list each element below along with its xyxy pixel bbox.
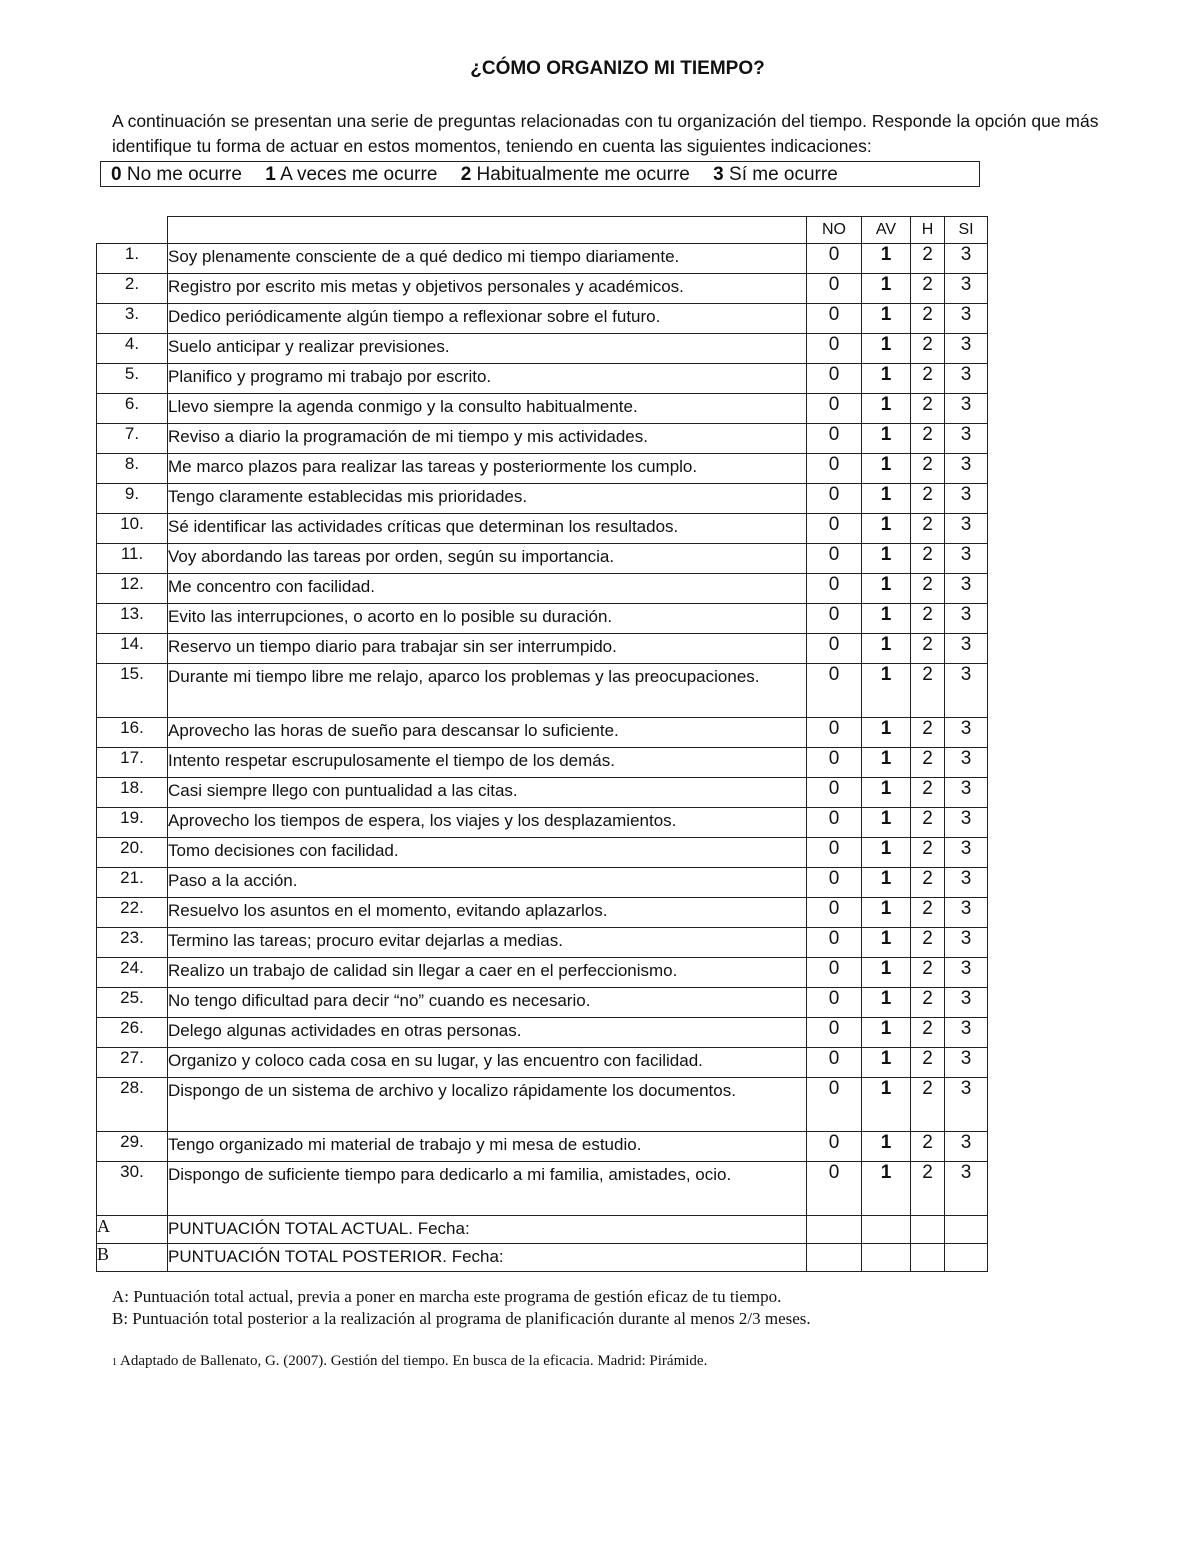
answer-option-no[interactable]: 0 — [807, 574, 862, 604]
answer-option-no[interactable]: 0 — [807, 1078, 862, 1132]
question-number: 2. — [97, 274, 168, 304]
answer-option-av[interactable]: 1 — [862, 574, 911, 604]
question-text: Casi siempre llego con puntualidad a las citas. — [168, 778, 807, 808]
answer-option-no[interactable]: 0 — [807, 334, 862, 364]
answer-option-av[interactable]: 1 — [862, 988, 911, 1018]
answer-option-h[interactable]: 2 — [911, 544, 945, 574]
answer-option-h[interactable]: 2 — [911, 664, 945, 718]
answer-option-si[interactable]: 3 — [945, 868, 988, 898]
answer-option-si[interactable]: 3 — [945, 808, 988, 838]
question-text: Durante mi tiempo libre me relajo, aparco los problemas y las preocupaciones. — [168, 664, 807, 718]
answer-option-h[interactable]: 2 — [911, 928, 945, 958]
answer-option-si[interactable]: 3 — [945, 1162, 988, 1216]
question-number: 14. — [97, 634, 168, 664]
answer-option-av[interactable]: 1 — [862, 928, 911, 958]
question-number: 21. — [97, 868, 168, 898]
answer-option-no[interactable]: 0 — [807, 928, 862, 958]
question-number: 23. — [97, 928, 168, 958]
question-row — [97, 988, 988, 1018]
questionnaire-table — [96, 216, 988, 1272]
question-row — [97, 928, 988, 958]
answer-option-h[interactable]: 2 — [911, 424, 945, 454]
question-text: Reservo un tiempo diario para trabajar sin ser interrumpido. — [168, 634, 807, 664]
question-number: 10. — [97, 514, 168, 544]
question-number: 28. — [97, 1078, 168, 1132]
question-row — [97, 604, 988, 634]
question-text: Tomo decisiones con facilidad. — [168, 838, 807, 868]
answer-option-no[interactable]: 0 — [807, 988, 862, 1018]
answer-option-h[interactable]: 2 — [911, 808, 945, 838]
answer-option-no[interactable]: 0 — [807, 274, 862, 304]
question-row — [97, 748, 988, 778]
scale-legend — [100, 161, 980, 187]
question-row — [97, 544, 988, 574]
question-text: Planifico y programo mi trabajo por escrito. — [168, 364, 807, 394]
question-row — [97, 664, 988, 718]
total-cell-av[interactable] — [862, 1216, 911, 1244]
answer-option-av[interactable]: 1 — [862, 868, 911, 898]
answer-option-h[interactable]: 2 — [911, 748, 945, 778]
question-text: Organizo y coloco cada cosa en su lugar, y las encuentro con facilidad. — [168, 1048, 807, 1078]
question-number: 15. — [97, 664, 168, 718]
answer-option-av[interactable]: 1 — [862, 454, 911, 484]
answer-option-h[interactable]: 2 — [911, 1162, 945, 1216]
question-text: Dispongo de suficiente tiempo para dedicarlo a mi familia, amistades, ocio. — [168, 1162, 807, 1216]
answer-option-no[interactable]: 0 — [807, 394, 862, 424]
questionnaire-body — [97, 244, 988, 1272]
question-text: Sé identificar las actividades críticas que determinan los resultados. — [168, 514, 807, 544]
answer-option-si[interactable]: 3 — [945, 634, 988, 664]
question-row — [97, 1162, 988, 1216]
answer-option-si[interactable]: 3 — [945, 748, 988, 778]
answer-option-av[interactable]: 1 — [862, 364, 911, 394]
answer-option-h[interactable]: 2 — [911, 304, 945, 334]
answer-option-no[interactable]: 0 — [807, 454, 862, 484]
answer-option-si[interactable]: 3 — [945, 1078, 988, 1132]
question-number: 13. — [97, 604, 168, 634]
answer-option-no[interactable]: 0 — [807, 664, 862, 718]
answer-option-no[interactable]: 0 — [807, 484, 862, 514]
answer-option-av[interactable]: 1 — [862, 958, 911, 988]
question-number: 18. — [97, 778, 168, 808]
legend-value-3: 3 — [713, 164, 724, 185]
answer-option-h[interactable]: 2 — [911, 274, 945, 304]
answer-option-h[interactable]: 2 — [911, 484, 945, 514]
answer-option-h[interactable]: 2 — [911, 1132, 945, 1162]
answer-option-h[interactable]: 2 — [911, 898, 945, 928]
question-number: 26. — [97, 1018, 168, 1048]
legend-label-1: A veces me ocurre — [280, 164, 438, 185]
question-number: 19. — [97, 808, 168, 838]
legend-label-0: No me ocurre — [126, 164, 242, 185]
answer-option-si[interactable]: 3 — [945, 1048, 988, 1078]
column-header-no: NO — [807, 217, 862, 244]
question-number: 16. — [97, 718, 168, 748]
answer-option-h[interactable]: 2 — [911, 514, 945, 544]
question-number: 17. — [97, 748, 168, 778]
answer-option-si[interactable]: 3 — [945, 394, 988, 424]
question-text: Evito las interrupciones, o acorto en lo posible su duración. — [168, 604, 807, 634]
answer-option-no[interactable]: 0 — [807, 1018, 862, 1048]
answer-option-av[interactable]: 1 — [862, 1132, 911, 1162]
answer-option-av[interactable]: 1 — [862, 544, 911, 574]
answer-option-si[interactable]: 3 — [945, 664, 988, 718]
total-cell-no[interactable] — [807, 1216, 862, 1244]
answer-option-no[interactable]: 0 — [807, 364, 862, 394]
answer-option-no[interactable]: 0 — [807, 748, 862, 778]
answer-option-av[interactable]: 1 — [862, 1162, 911, 1216]
answer-option-si[interactable]: 3 — [945, 244, 988, 274]
note-a: A: Puntuación total actual, previa a poner en marcha este programa de gestión eficaz de tu tiempo. — [112, 1287, 782, 1306]
question-row — [97, 1078, 988, 1132]
answer-option-no[interactable]: 0 — [807, 838, 862, 868]
answer-option-si[interactable]: 3 — [945, 718, 988, 748]
question-number: 8. — [97, 454, 168, 484]
table-header-row — [97, 217, 988, 244]
question-text: Dedico periódicamente algún tiempo a reflexionar sobre el futuro. — [168, 304, 807, 334]
answer-option-h[interactable]: 2 — [911, 718, 945, 748]
total-score-row — [97, 1244, 988, 1272]
question-text: Resuelvo los asuntos en el momento, evitando aplazarlos. — [168, 898, 807, 928]
question-number: 4. — [97, 334, 168, 364]
answer-option-si[interactable]: 3 — [945, 334, 988, 364]
total-label: A — [97, 1216, 168, 1244]
answer-option-av[interactable]: 1 — [862, 484, 911, 514]
total-score-row — [97, 1216, 988, 1244]
total-label: B — [97, 1244, 168, 1272]
question-row — [97, 574, 988, 604]
answer-option-av[interactable]: 1 — [862, 244, 911, 274]
answer-option-si[interactable]: 3 — [945, 958, 988, 988]
question-text: Reviso a diario la programación de mi tiempo y mis actividades. — [168, 424, 807, 454]
answer-option-no[interactable]: 0 — [807, 544, 862, 574]
question-row — [97, 304, 988, 334]
reference-footnote — [112, 1353, 707, 1370]
question-text: Realizo un trabajo de calidad sin llegar a caer en el perfeccionismo. — [168, 958, 807, 988]
header-blank-statement — [168, 217, 807, 244]
question-row — [97, 898, 988, 928]
answer-option-si[interactable]: 3 — [945, 364, 988, 394]
answer-option-si[interactable]: 3 — [945, 484, 988, 514]
total-cell-h[interactable] — [911, 1244, 945, 1272]
question-text: Registro por escrito mis metas y objetivos personales y académicos. — [168, 274, 807, 304]
answer-option-no[interactable]: 0 — [807, 1132, 862, 1162]
answer-option-si[interactable]: 3 — [945, 274, 988, 304]
question-text: Termino las tareas; procuro evitar dejarlas a medias. — [168, 928, 807, 958]
answer-option-h[interactable]: 2 — [911, 988, 945, 1018]
question-number: 11. — [97, 544, 168, 574]
legend-value-0: 0 — [111, 164, 122, 185]
answer-option-si[interactable]: 3 — [945, 514, 988, 544]
header-blank-number — [97, 217, 168, 244]
question-text: Dispongo de un sistema de archivo y localizo rápidamente los documentos. — [168, 1078, 807, 1132]
answer-option-av[interactable]: 1 — [862, 424, 911, 454]
question-row — [97, 1018, 988, 1048]
answer-option-no[interactable]: 0 — [807, 634, 862, 664]
answer-option-si[interactable]: 3 — [945, 454, 988, 484]
answer-option-h[interactable]: 2 — [911, 364, 945, 394]
total-text: PUNTUACIÓN TOTAL POSTERIOR. Fecha: — [168, 1244, 807, 1272]
legend-value-2: 2 — [460, 164, 472, 185]
answer-option-av[interactable]: 1 — [862, 898, 911, 928]
question-number: 24. — [97, 958, 168, 988]
question-row — [97, 454, 988, 484]
answer-option-si[interactable]: 3 — [945, 544, 988, 574]
column-header-h: H — [911, 217, 945, 244]
answer-option-av[interactable]: 1 — [862, 778, 911, 808]
answer-option-av[interactable]: 1 — [862, 718, 911, 748]
answer-option-av[interactable]: 1 — [862, 334, 911, 364]
question-number: 3. — [97, 304, 168, 334]
answer-option-av[interactable]: 1 — [862, 274, 911, 304]
question-number: 30. — [97, 1162, 168, 1216]
answer-option-h[interactable]: 2 — [911, 334, 945, 364]
answer-option-no[interactable]: 0 — [807, 604, 862, 634]
answer-option-h[interactable]: 2 — [911, 454, 945, 484]
question-row — [97, 334, 988, 364]
answer-option-h[interactable]: 2 — [911, 958, 945, 988]
answer-option-av[interactable]: 1 — [862, 1078, 911, 1132]
answer-option-av[interactable]: 1 — [862, 634, 911, 664]
notes — [112, 1286, 811, 1330]
reference-text: Adaptado de Ballenato, G. (2007). Gestión del tiempo. En busca de la eficacia. Madrid: Pirámide. — [120, 1353, 708, 1369]
question-text: Soy plenamente consciente de a qué dedico mi tiempo diariamente. — [168, 244, 807, 274]
question-text: Delego algunas actividades en otras personas. — [168, 1018, 807, 1048]
answer-option-av[interactable]: 1 — [862, 1018, 911, 1048]
question-number: 5. — [97, 364, 168, 394]
intro-paragraph: A continuación se presentan una serie de preguntas relacionadas con tu organización del tiempo. Responde la opción que más identifique tu forma de actuar en estos momentos, teniendo en cuenta las siguientes indicaciones: — [112, 111, 1099, 156]
answer-option-no[interactable]: 0 — [807, 718, 862, 748]
answer-option-no[interactable]: 0 — [807, 778, 862, 808]
question-text: Me marco plazos para realizar las tareas y posteriormente los cumplo. — [168, 454, 807, 484]
total-cell-no[interactable] — [807, 1244, 862, 1272]
question-text: Suelo anticipar y realizar previsiones. — [168, 334, 807, 364]
total-cell-av[interactable] — [862, 1244, 911, 1272]
question-row — [97, 274, 988, 304]
question-number: 6. — [97, 394, 168, 424]
answer-option-no[interactable]: 0 — [807, 304, 862, 334]
question-text: Intento respetar escrupulosamente el tiempo de los demás. — [168, 748, 807, 778]
answer-option-h[interactable]: 2 — [911, 604, 945, 634]
question-text: Llevo siempre la agenda conmigo y la consulto habitualmente. — [168, 394, 807, 424]
question-number: 9. — [97, 484, 168, 514]
answer-option-si[interactable]: 3 — [945, 928, 988, 958]
answer-option-av[interactable]: 1 — [862, 664, 911, 718]
answer-option-h[interactable]: 2 — [911, 634, 945, 664]
question-text: Voy abordando las tareas por orden, según su importancia. — [168, 544, 807, 574]
total-cell-si[interactable] — [945, 1216, 988, 1244]
page-title: ¿CÓMO ORGANIZO MI TIEMPO? — [470, 58, 765, 79]
question-row — [97, 244, 988, 274]
total-text: PUNTUACIÓN TOTAL ACTUAL. Fecha: — [168, 1216, 807, 1244]
answer-option-av[interactable]: 1 — [862, 748, 911, 778]
answer-option-no[interactable]: 0 — [807, 244, 862, 274]
total-cell-h[interactable] — [911, 1216, 945, 1244]
question-text: Aprovecho los tiempos de espera, los viajes y los desplazamientos. — [168, 808, 807, 838]
legend-label-2: Habitualmente me ocurre — [476, 164, 690, 185]
question-number: 27. — [97, 1048, 168, 1078]
question-text: Tengo claramente establecidas mis prioridades. — [168, 484, 807, 514]
note-b: B: Puntuación total posterior a la realización al programa de planificación durante al menos 2/3 meses. — [112, 1309, 811, 1328]
answer-option-si[interactable]: 3 — [945, 898, 988, 928]
question-number: 20. — [97, 838, 168, 868]
answer-option-si[interactable]: 3 — [945, 304, 988, 334]
answer-option-av[interactable]: 1 — [862, 1048, 911, 1078]
answer-option-av[interactable]: 1 — [862, 304, 911, 334]
answer-option-h[interactable]: 2 — [911, 1078, 945, 1132]
legend-value-1: 1 — [265, 164, 276, 185]
question-text: No tengo dificultad para decir “no” cuando es necesario. — [168, 988, 807, 1018]
answer-option-h[interactable]: 2 — [911, 1018, 945, 1048]
answer-option-h[interactable]: 2 — [911, 838, 945, 868]
total-cell-si[interactable] — [945, 1244, 988, 1272]
question-text: Tengo organizado mi material de trabajo y mi mesa de estudio. — [168, 1132, 807, 1162]
question-row — [97, 838, 988, 868]
question-text: Paso a la acción. — [168, 868, 807, 898]
question-text: Me concentro con facilidad. — [168, 574, 807, 604]
question-number: 22. — [97, 898, 168, 928]
question-row — [97, 868, 988, 898]
answer-option-no[interactable]: 0 — [807, 424, 862, 454]
column-header-av: AV — [862, 217, 911, 244]
answer-option-si[interactable]: 3 — [945, 424, 988, 454]
question-row — [97, 514, 988, 544]
question-row — [97, 1132, 988, 1162]
answer-option-si[interactable]: 3 — [945, 574, 988, 604]
question-row — [97, 394, 988, 424]
answer-option-no[interactable]: 0 — [807, 808, 862, 838]
question-row — [97, 364, 988, 394]
question-row — [97, 424, 988, 454]
question-number: 7. — [97, 424, 168, 454]
footnote-mark: 1 — [112, 1357, 117, 1368]
answer-option-si[interactable]: 3 — [945, 778, 988, 808]
answer-option-h[interactable]: 2 — [911, 574, 945, 604]
column-header-si: SI — [945, 217, 988, 244]
answer-option-h[interactable]: 2 — [911, 244, 945, 274]
answer-option-av[interactable]: 1 — [862, 394, 911, 424]
answer-option-no[interactable]: 0 — [807, 868, 862, 898]
question-number: 29. — [97, 1132, 168, 1162]
legend-label-3: Sí me ocurre — [729, 164, 838, 185]
question-row — [97, 1048, 988, 1078]
question-row — [97, 778, 988, 808]
answer-option-no[interactable]: 0 — [807, 1048, 862, 1078]
answer-option-no[interactable]: 0 — [807, 958, 862, 988]
answer-option-av[interactable]: 1 — [862, 808, 911, 838]
answer-option-si[interactable]: 3 — [945, 1132, 988, 1162]
answer-option-av[interactable]: 1 — [862, 838, 911, 868]
question-row — [97, 484, 988, 514]
question-text: Aprovecho las horas de sueño para descansar lo suficiente. — [168, 718, 807, 748]
answer-option-si[interactable]: 3 — [945, 604, 988, 634]
answer-option-av[interactable]: 1 — [862, 514, 911, 544]
answer-option-h[interactable]: 2 — [911, 1048, 945, 1078]
answer-option-h[interactable]: 2 — [911, 394, 945, 424]
answer-option-av[interactable]: 1 — [862, 604, 911, 634]
question-row — [97, 634, 988, 664]
question-row — [97, 958, 988, 988]
answer-option-h[interactable]: 2 — [911, 868, 945, 898]
answer-option-no[interactable]: 0 — [807, 1162, 862, 1216]
answer-option-no[interactable]: 0 — [807, 514, 862, 544]
answer-option-si[interactable]: 3 — [945, 988, 988, 1018]
answer-option-h[interactable]: 2 — [911, 778, 945, 808]
question-row — [97, 718, 988, 748]
question-row — [97, 808, 988, 838]
answer-option-si[interactable]: 3 — [945, 838, 988, 868]
answer-option-si[interactable]: 3 — [945, 1018, 988, 1048]
answer-option-no[interactable]: 0 — [807, 898, 862, 928]
question-number: 25. — [97, 988, 168, 1018]
question-number: 1. — [97, 244, 168, 274]
question-number: 12. — [97, 574, 168, 604]
